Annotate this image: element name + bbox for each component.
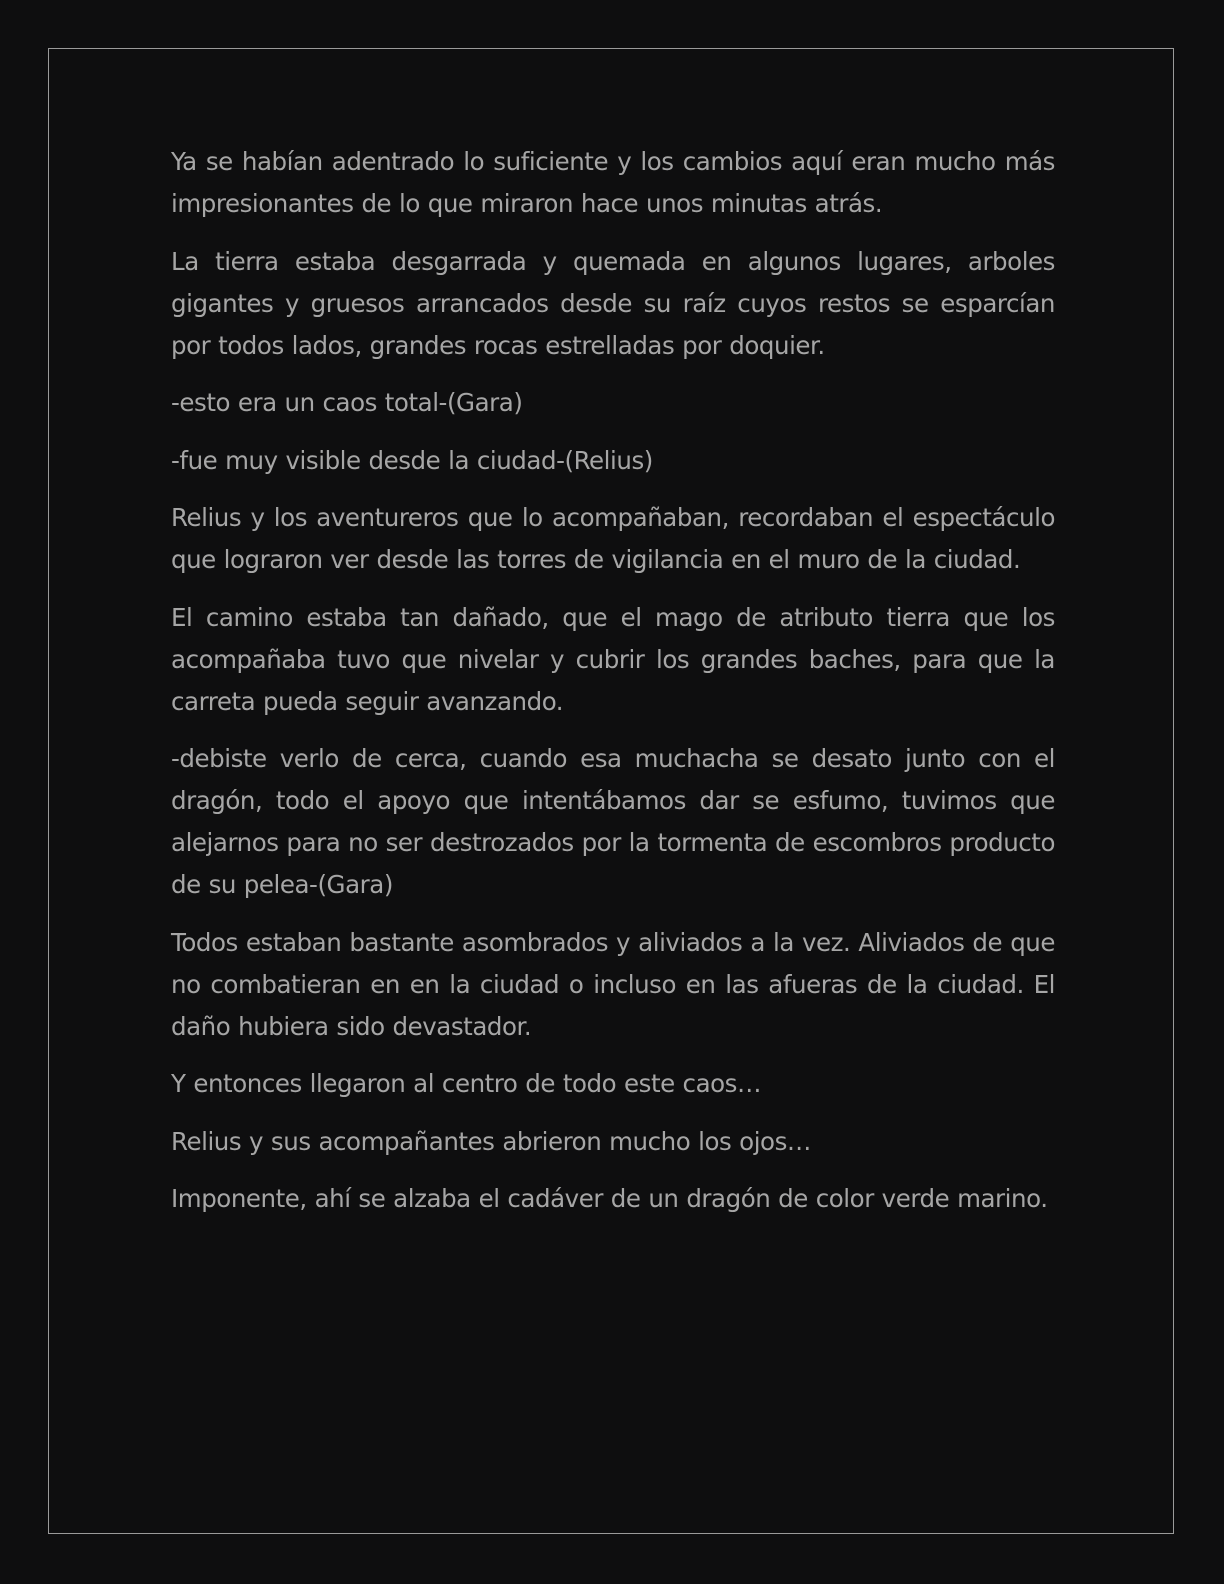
paragraph: -debiste verlo de cerca, cuando esa muchacha se desato junto con el dragón, todo el apoyo que intentábamos dar se esfumo, tuvimos que alejarnos para no ser destrozados por la tormenta de escombros producto de su pelea-(Gara) [171,744,1055,899]
paragraph: Relius y los aventureros que lo acompañaban, recordaban el espectáculo que lograron ver desde las torres de vigilancia en el muro de la ciudad. [171,503,1055,574]
paragraph: -esto era un caos total-(Gara) [171,388,523,417]
page-frame [48,48,1174,1534]
paragraph: Y entonces llegaron al centro de todo este caos… [171,1069,762,1098]
paragraph: El camino estaba tan dañado, que el mago de atributo tierra que los acompañaba tuvo que nivelar y cubrir los grandes baches, para que la carreta pueda seguir avanzando. [171,602,1055,716]
paragraph: -fue muy visible desde la ciudad-(Relius) [171,445,653,475]
paragraph: Relius y sus acompañantes abrieron mucho los ojos… [171,1126,811,1156]
paragraph: Imponente, ahí se alzaba el cadáver de un dragón de color verde marino. [171,1184,1048,1213]
paragraph: La tierra estaba desgarrada y quemada en algunos lugares, arboles gigantes y gruesos arrancados desde su raíz cuyos restos se esparcían por todos lados, grandes rocas estrelladas por doquier. [171,246,1055,360]
text-body [171,141,1055,1236]
paragraph: Ya se habían adentrado lo suficiente y los cambios aquí eran mucho más impresionantes de lo que miraron hace unos minutas atrás. [171,147,1055,218]
paragraph: Todos estaban bastante asombrados y aliviados a la vez. Aliviados de que no combatieran en en la ciudad o incluso en las afueras de la ciudad. El daño hubiera sido devastador. [171,927,1055,1041]
